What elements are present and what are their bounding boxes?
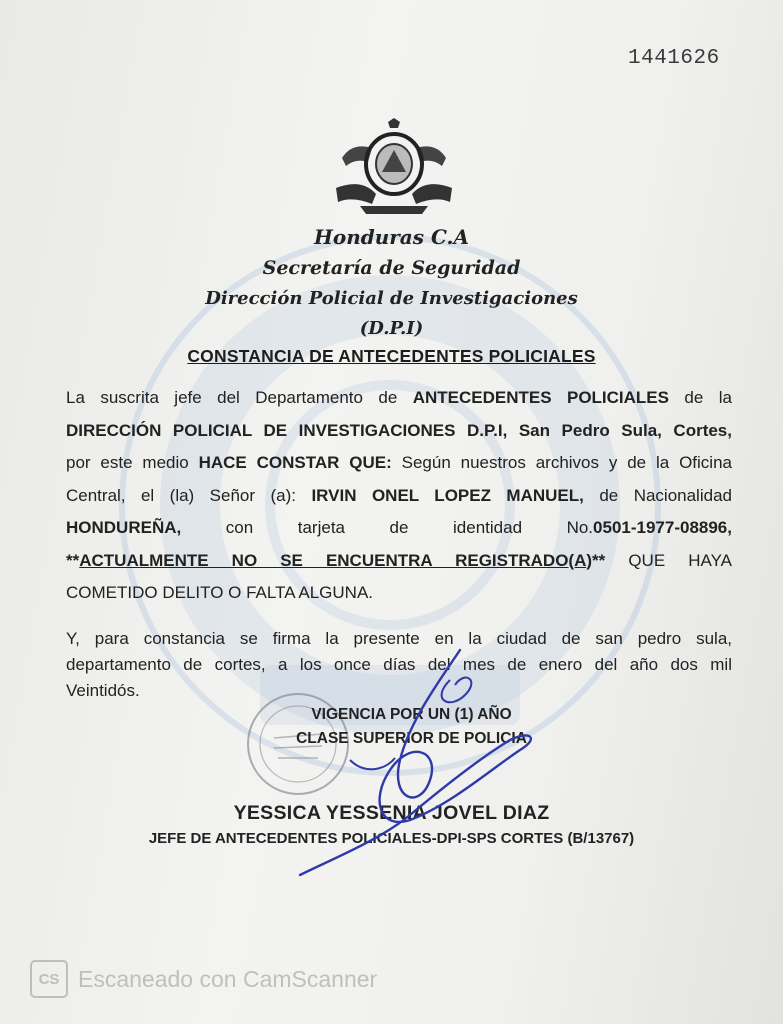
validity-period: VIGENCIA POR UN (1) AÑO <box>311 706 512 723</box>
header-country: Honduras C.A <box>313 225 470 249</box>
signatory-role: JEFE DE ANTECEDENTES POLICIALES-DPI-SPS CORTES (B/13767) <box>148 830 635 847</box>
nationality: HONDUREÑA, <box>66 518 182 537</box>
paragraph-line: DIRECCIÓN POLICIAL DE INVESTIGACIONES D.P.I, San Pedro Sula, Cortes, <box>66 420 732 440</box>
paragraph-line: departamento de cortes, a los once días del mes de enero del año dos mil <box>66 655 732 674</box>
coat-of-arms-icon <box>332 118 456 216</box>
serial-number: 1441626 <box>628 47 720 70</box>
paragraph-line: **ACTUALMENTE NO SE ENCUENTRA REGISTRADO(A)** QUE HAYA <box>66 550 732 570</box>
paragraph-line: COMETIDO DELITO O FALTA ALGUNA. <box>66 583 374 602</box>
officer-rank: CLASE SUPERIOR DE POLICIA <box>296 730 527 747</box>
signatory-name: YESSICA YESSENIA JOVEL DIAZ <box>233 802 550 824</box>
paragraph-line: Central, el (la) Señor (a): IRVIN ONEL LOPEZ MANUEL, de Nacionalidad <box>66 485 732 505</box>
person-name: IRVIN ONEL LOPEZ MANUEL, <box>311 485 584 505</box>
header-directorate: Dirección Policial de Investigaciones <box>205 288 578 309</box>
id-number: 0501-1977-08896, <box>593 518 732 537</box>
paragraph-line: por este medio HACE CONSTAR QUE: Según nuestros archivos y de la Oficina <box>66 453 732 472</box>
camscanner-logo-icon: CS <box>30 960 68 998</box>
paragraph-line: Y, para constancia se firma la presente en la ciudad de san pedro sula, <box>66 629 732 648</box>
paragraph-line: HONDUREÑA, con tarjeta de identidad No.0501-1977-08896, <box>66 518 732 537</box>
scanner-watermark-text: Escaneado con CamScanner <box>78 965 378 992</box>
paragraph-line: La suscrita jefe del Departamento de ANTECEDENTES POLICIALES de la <box>66 388 732 407</box>
handwritten-signature <box>290 640 560 880</box>
header-acronym: (D.P.I) <box>359 318 424 339</box>
paragraph-line: Veintidós. <box>66 681 140 700</box>
header-ministry: Secretaría de Seguridad <box>262 257 521 279</box>
record-status: ACTUALMENTE NO SE ENCUENTRA REGISTRADO(A) <box>79 550 593 570</box>
certificate-paragraph <box>66 382 732 610</box>
scanner-watermark <box>30 960 377 998</box>
document-title: CONSTANCIA DE ANTECEDENTES POLICIALES <box>187 346 596 366</box>
